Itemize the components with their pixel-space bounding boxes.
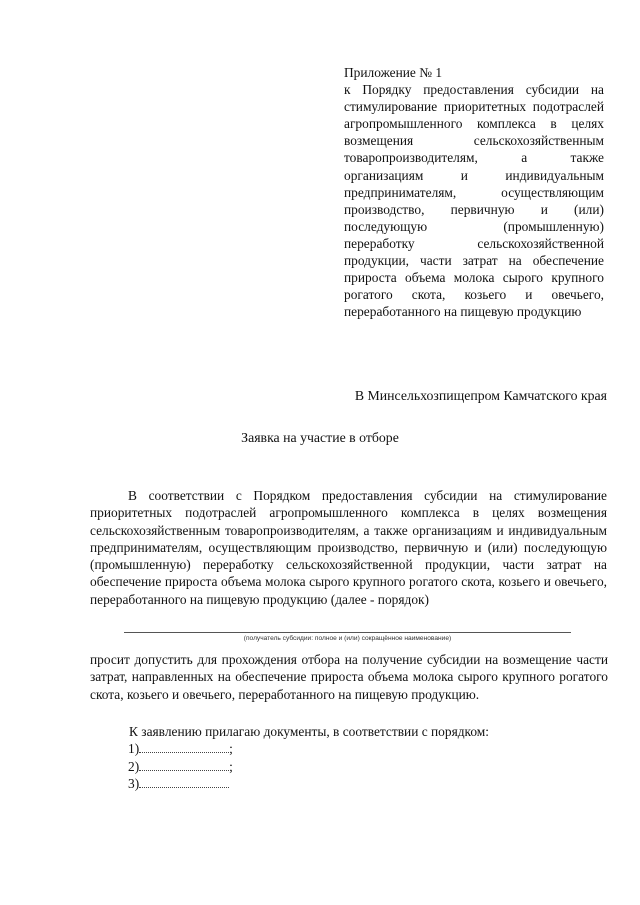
attachment-blank	[139, 776, 229, 788]
appendix-number: Приложение № 1	[344, 65, 443, 80]
applicant-name-line	[124, 632, 571, 633]
recipient-line: В Минсельхозпищепром Камчатского края	[354, 388, 607, 403]
attachment-number: 3)	[128, 776, 140, 792]
appendix-header	[344, 64, 604, 320]
attachment-item	[128, 775, 233, 793]
attachments-list	[128, 740, 233, 793]
applicant-name-caption: (получатель субсидии: полное и (или) сокращённое наименование)	[243, 635, 452, 642]
request-paragraph: просит допустить для прохождения отбора на получение субсидии на возмещение части затрат, направленных на обеспечение прироста объема молока сырого крупного рогатого скота, козьего и овечьего, переработанного на пищевую продукцию.	[90, 652, 608, 702]
attachment-number: 1)	[128, 741, 140, 756]
appendix-text: к Порядку предоставления субсидии на стимулирование приоритетных подотраслей агропромышленного комплекса в целях возмещения сельскохозяйственным товаропроизводителям, а также организациям и индивидуальным предпринимателям, осуществляющим производство, первичную и (или) последующую (промышленную) переработку сельскохозяйственной продукции, части затрат на обеспечение прироста объема молока сырого крупного рогатого скота, козьего и овечьего, переработанного на пищевую продукцию	[344, 82, 604, 320]
attachment-blank	[139, 759, 229, 771]
attachments-intro: К заявлению прилагаю документы, в соответствии с порядком:	[129, 724, 489, 739]
attachment-end: ;	[229, 758, 233, 774]
attachment-blank	[139, 741, 229, 753]
document-title: Заявка на участие в отборе	[241, 430, 399, 445]
attachment-item	[128, 740, 233, 758]
attachment-end: ;	[229, 741, 233, 756]
attachment-item	[128, 758, 233, 776]
intro-paragraph: В соответствии с Порядком предоставления субсидии на стимулирование приоритетных подотраслей агропромышленного комплекса в целях возмещения сельскохозяйственным товаропроизводителям, а также организациям и индивидуальным предпринимателям, осуществляющим производство, первичную и (или) последующую (промышленную) переработку сельскохозяйственной продукции, части затрат на обеспечение прироста объема молока сырого крупного рогатого скота, козьего и овечьего, переработанного на пищевую продукцию (далее - порядок)	[90, 488, 607, 607]
attachment-number: 2)	[128, 758, 140, 774]
